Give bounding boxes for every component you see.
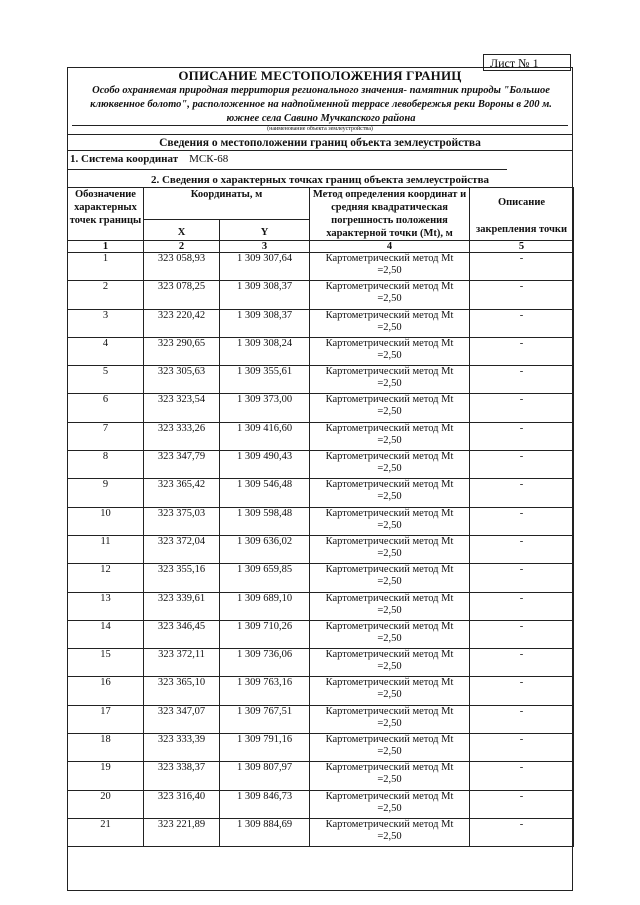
x-coordinate-cell: 323 339,61 (144, 592, 220, 620)
x-coordinate-cell: 323 220,42 (144, 309, 220, 337)
point-number-cell: 6 (68, 394, 144, 422)
description-header (470, 188, 574, 241)
y-coordinate-cell: 1 309 846,73 (220, 790, 310, 818)
method-accuracy: =2,50 (377, 547, 402, 559)
description-cell: - (470, 253, 574, 281)
column-number: 2 (144, 241, 220, 253)
method-cell (310, 394, 470, 422)
point-number-cell: 9 (68, 479, 144, 507)
method-text: Картометрический метод Mt (325, 366, 454, 378)
method-cell (310, 649, 470, 677)
y-coordinate-cell: 1 309 689,10 (220, 592, 310, 620)
y-coordinate-cell: 1 309 636,02 (220, 535, 310, 563)
method-cell (310, 535, 470, 563)
y-coordinate-cell: 1 309 308,37 (220, 309, 310, 337)
y-coordinate-cell: 1 309 416,60 (220, 422, 310, 450)
method-cell (310, 281, 470, 309)
table-row (68, 479, 574, 507)
method-accuracy: =2,50 (377, 717, 402, 729)
y-coordinate-cell: 1 309 710,26 (220, 620, 310, 648)
x-coordinate-cell: 323 333,26 (144, 422, 220, 450)
x-coordinate-cell: 323 338,37 (144, 762, 220, 790)
method-text: Картометрический метод Mt (325, 762, 454, 774)
method-text: Картометрический метод Mt (325, 705, 454, 717)
point-number-cell: 2 (68, 281, 144, 309)
column-number: 5 (470, 241, 574, 253)
x-coordinate-cell: 323 290,65 (144, 337, 220, 365)
sheet-number-label: Лист № 1 (483, 54, 571, 71)
description-cell: - (470, 281, 574, 309)
method-text: Картометрический метод Mt (325, 818, 454, 830)
point-number-cell: 12 (68, 564, 144, 592)
x-coordinate-cell: 323 333,39 (144, 734, 220, 762)
point-number-cell: 11 (68, 535, 144, 563)
x-coordinate-cell: 323 375,03 (144, 507, 220, 535)
point-number-cell: 15 (68, 649, 144, 677)
section-title: Сведения о местоположении границ объекта землеустройства (67, 134, 573, 151)
point-number-cell: 16 (68, 677, 144, 705)
point-number-cell: 3 (68, 309, 144, 337)
method-accuracy: =2,50 (377, 406, 402, 418)
table-row (68, 592, 574, 620)
y-coordinate-cell: 1 309 308,24 (220, 337, 310, 365)
point-number-cell: 8 (68, 451, 144, 479)
method-cell (310, 818, 470, 846)
method-accuracy: =2,50 (377, 576, 402, 588)
method-cell (310, 762, 470, 790)
method-accuracy: =2,50 (377, 463, 402, 475)
description-cell: - (470, 394, 574, 422)
method-cell (310, 677, 470, 705)
point-number-cell: 19 (68, 762, 144, 790)
table-row (68, 535, 574, 563)
point-designation-header: Обозначение характерных точек границы (68, 188, 144, 241)
method-cell (310, 592, 470, 620)
method-text: Картометрический метод Mt (325, 649, 454, 661)
method-cell (310, 451, 470, 479)
table-row (68, 309, 574, 337)
method-text: Картометрический метод Mt (325, 790, 454, 802)
description-cell: - (470, 309, 574, 337)
point-number-cell: 4 (68, 337, 144, 365)
coordinate-system (70, 152, 228, 166)
table-row (68, 281, 574, 309)
subsection-title: 2. Сведения о характерных точках границ объекта землеустройства (150, 174, 490, 186)
method-text: Картометрический метод Mt (325, 620, 454, 632)
method-accuracy: =2,50 (377, 434, 402, 446)
method-text: Картометрический метод Mt (325, 592, 454, 604)
x-coordinate-cell: 323 346,45 (144, 620, 220, 648)
table-row (68, 677, 574, 705)
table-row (68, 337, 574, 365)
method-cell (310, 337, 470, 365)
method-text: Картометрический метод Mt (325, 564, 454, 576)
table-row (68, 734, 574, 762)
point-number-cell: 13 (68, 592, 144, 620)
method-accuracy: =2,50 (377, 802, 402, 814)
description-header-line-2: закрепления точки (475, 224, 568, 235)
method-text: Картометрический метод Mt (325, 507, 454, 519)
method-text: Картометрический метод Mt (325, 422, 454, 434)
y-header: Y (220, 219, 310, 240)
description-cell: - (470, 734, 574, 762)
method-accuracy: =2,50 (377, 746, 402, 758)
method-cell (310, 705, 470, 733)
method-text: Картометрический метод Mt (325, 451, 454, 463)
method-accuracy: =2,50 (377, 349, 402, 361)
point-number-cell: 10 (68, 507, 144, 535)
x-header: X (144, 219, 220, 240)
x-coordinate-cell: 323 365,10 (144, 677, 220, 705)
object-name-caption: (наименование объекта землеустройства) (267, 126, 373, 132)
description-header-line-1: Описание (497, 197, 546, 208)
method-accuracy: =2,50 (377, 604, 402, 616)
table-row (68, 564, 574, 592)
method-cell (310, 479, 470, 507)
point-number-cell: 7 (68, 422, 144, 450)
description-cell: - (470, 620, 574, 648)
y-coordinate-cell: 1 309 490,43 (220, 451, 310, 479)
method-text: Картометрический метод Mt (325, 535, 454, 547)
y-coordinate-cell: 1 309 373,00 (220, 394, 310, 422)
description-cell: - (470, 705, 574, 733)
column-number: 1 (68, 241, 144, 253)
x-coordinate-cell: 323 365,42 (144, 479, 220, 507)
method-text: Картометрический метод Mt (325, 677, 454, 689)
method-accuracy: =2,50 (377, 321, 402, 333)
method-text: Картометрический метод Mt (325, 337, 454, 349)
description-cell: - (470, 507, 574, 535)
method-cell (310, 620, 470, 648)
x-coordinate-cell: 323 372,04 (144, 535, 220, 563)
object-name: Особо охраняемая природная территория регионального значения- памятник природы "Большое клюквенное болото", расположенное на надпойменной террасе левобережья реки Вороны в 200 м. южнее села Савино Мучкапского района (90, 85, 552, 124)
method-cell (310, 253, 470, 281)
description-cell: - (470, 422, 574, 450)
description-cell: - (470, 592, 574, 620)
method-accuracy: =2,50 (377, 378, 402, 390)
x-coordinate-cell: 323 372,11 (144, 649, 220, 677)
method-text: Картометрический метод Mt (325, 394, 454, 406)
description-cell: - (470, 677, 574, 705)
y-coordinate-cell: 1 309 307,64 (220, 253, 310, 281)
table-row (68, 451, 574, 479)
x-coordinate-cell: 323 316,40 (144, 790, 220, 818)
method-cell (310, 734, 470, 762)
y-coordinate-cell: 1 309 791,16 (220, 734, 310, 762)
table-row (68, 620, 574, 648)
table-row (68, 507, 574, 535)
table-row (68, 818, 574, 846)
method-accuracy: =2,50 (377, 830, 402, 842)
y-coordinate-cell: 1 309 767,51 (220, 705, 310, 733)
y-coordinate-cell: 1 309 598,48 (220, 507, 310, 535)
y-coordinate-cell: 1 309 308,37 (220, 281, 310, 309)
method-text: Картометрический метод Mt (325, 281, 454, 293)
y-coordinate-cell: 1 309 736,06 (220, 649, 310, 677)
point-number-cell: 20 (68, 790, 144, 818)
method-accuracy: =2,50 (377, 661, 402, 673)
method-accuracy: =2,50 (377, 689, 402, 701)
point-number-cell: 14 (68, 620, 144, 648)
method-cell (310, 309, 470, 337)
table-row (68, 394, 574, 422)
y-coordinate-cell: 1 309 355,61 (220, 366, 310, 394)
method-accuracy: =2,50 (377, 265, 402, 276)
method-cell (310, 564, 470, 592)
boundary-points-table (67, 187, 574, 847)
method-accuracy: =2,50 (377, 491, 402, 503)
table-row (68, 762, 574, 790)
method-cell (310, 507, 470, 535)
method-cell (310, 366, 470, 394)
x-coordinate-cell: 323 323,54 (144, 394, 220, 422)
x-coordinate-cell: 323 305,63 (144, 366, 220, 394)
coordinate-system-underline (67, 169, 507, 170)
method-header: Метод определения координат и средняя квадратическая погрешность положения характерной точки (Mt), м (310, 188, 470, 241)
description-cell: - (470, 535, 574, 563)
description-cell: - (470, 337, 574, 365)
description-cell: - (470, 649, 574, 677)
description-cell: - (470, 762, 574, 790)
table-row (68, 649, 574, 677)
description-cell: - (470, 479, 574, 507)
method-accuracy: =2,50 (377, 632, 402, 644)
point-number-cell: 21 (68, 818, 144, 846)
table-row (68, 705, 574, 733)
point-number-cell: 17 (68, 705, 144, 733)
document-title: ОПИСАНИЕ МЕСТОПОЛОЖЕНИЯ ГРАНИЦ (178, 68, 462, 83)
x-coordinate-cell: 323 347,07 (144, 705, 220, 733)
table-row (68, 366, 574, 394)
table-row (68, 422, 574, 450)
point-number-cell: 1 (68, 253, 144, 281)
y-coordinate-cell: 1 309 884,69 (220, 818, 310, 846)
y-coordinate-cell: 1 309 807,97 (220, 762, 310, 790)
y-coordinate-cell: 1 309 546,48 (220, 479, 310, 507)
description-cell: - (470, 451, 574, 479)
x-coordinate-cell: 323 355,16 (144, 564, 220, 592)
y-coordinate-cell: 1 309 763,16 (220, 677, 310, 705)
table-row (68, 253, 574, 281)
method-text: Картометрический метод Mt (325, 479, 454, 491)
method-accuracy: =2,50 (377, 293, 402, 305)
method-accuracy: =2,50 (377, 519, 402, 531)
method-cell (310, 790, 470, 818)
x-coordinate-cell: 323 058,93 (144, 253, 220, 281)
method-text: Картометрический метод Mt (325, 253, 454, 264)
coordinates-header: Координаты, м (144, 188, 310, 220)
x-coordinate-cell: 323 347,79 (144, 451, 220, 479)
method-text: Картометрический метод Mt (325, 309, 454, 321)
method-text: Картометрический метод Mt (325, 734, 454, 746)
point-number-cell: 5 (68, 366, 144, 394)
method-accuracy: =2,50 (377, 774, 402, 786)
coordinate-system-label: 1. Система координат (70, 153, 179, 165)
description-cell: - (470, 790, 574, 818)
table-row (68, 790, 574, 818)
coordinate-system-value: МСК-68 (189, 153, 229, 165)
column-number: 3 (220, 241, 310, 253)
x-coordinate-cell: 323 078,25 (144, 281, 220, 309)
method-cell (310, 422, 470, 450)
description-cell: - (470, 366, 574, 394)
x-coordinate-cell: 323 221,89 (144, 818, 220, 846)
description-cell: - (470, 564, 574, 592)
description-cell: - (470, 818, 574, 846)
point-number-cell: 18 (68, 734, 144, 762)
column-number: 4 (310, 241, 470, 253)
y-coordinate-cell: 1 309 659,85 (220, 564, 310, 592)
